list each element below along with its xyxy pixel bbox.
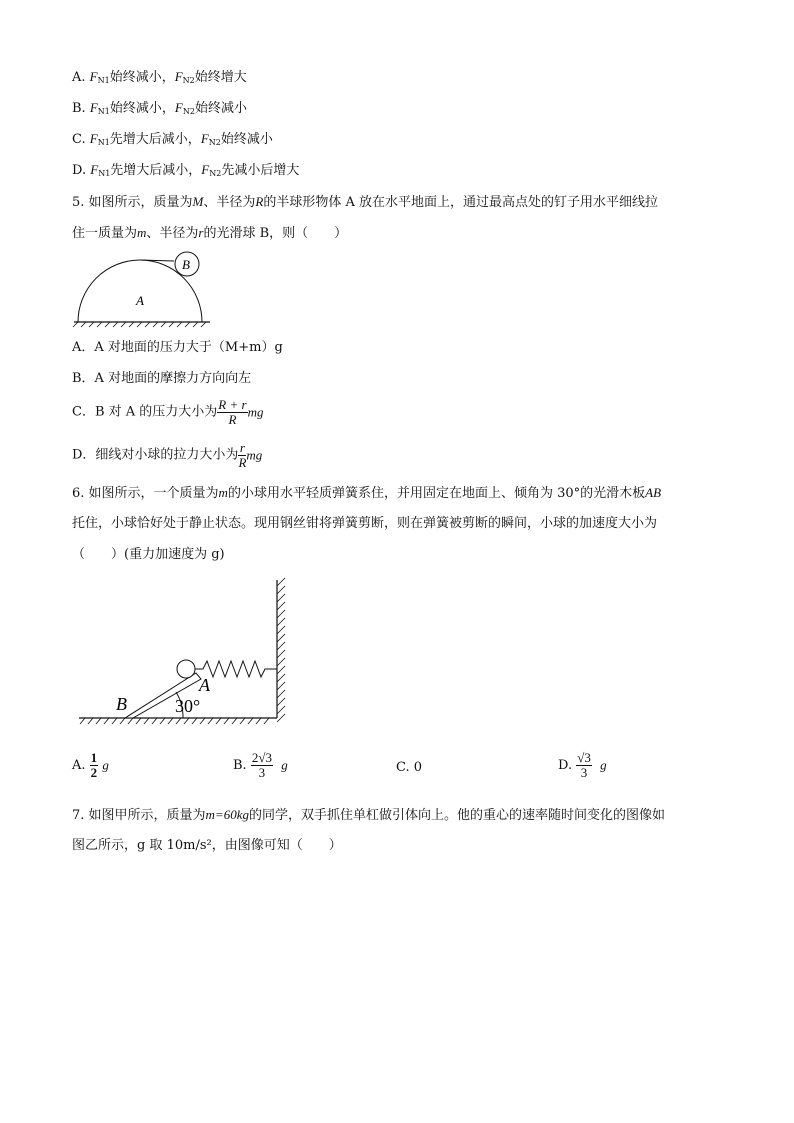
- q6-stem-line2: 托住，小球恰好处于静止状态。现用钢丝钳将弹簧剪断，则在弹簧被剪断的瞬间，小球的加速度大小为: [72, 516, 658, 531]
- q6-fig-label-a: A: [199, 675, 210, 695]
- q6-option-d[interactable]: D. $\frac{√3}{3}$ g: [558, 750, 607, 780]
- q5-option-d[interactable]: D．细线对小球的拉力大小为 $\frac{r}{R}$ mg: [72, 440, 263, 470]
- q5-fig-label-b: B: [182, 257, 190, 272]
- q5-figure: [70, 248, 220, 330]
- q6-option-a[interactable]: A. $\frac{1}{2}$ g: [72, 750, 109, 780]
- q6-option-c[interactable]: C. 0: [396, 760, 423, 775]
- q6-fig-angle: 30°: [175, 696, 201, 716]
- q5-option-c[interactable]: C．B 对 A 的压力大小为 $\frac{R + r}{R}$ mg: [72, 397, 264, 427]
- q4-option-b[interactable]: B. $F_{N1}$始终减小，$F_{N2}$始终减小: [72, 100, 247, 116]
- q7-stem-line1: 7. 如图甲所示，质量为m=60kg的同学，双手抓住单杠做引体向上。他的重心的速率随时间变化的图像如: [72, 807, 665, 823]
- q6-stem-line3: （ ）(重力加速度为 g): [72, 547, 225, 562]
- q6-figure: [75, 572, 295, 732]
- q6-option-b[interactable]: B. $\frac{2√3}{3}$ g: [233, 750, 288, 780]
- q4-option-d[interactable]: D. $F_{N1}$先增大后减小，$F_{N2}$先减小后增大: [72, 162, 300, 178]
- q4-option-a[interactable]: A. $F_{N1}$始终减小，$F_{N2}$始终增大: [72, 69, 247, 85]
- q6-fig-label-b: B: [116, 694, 127, 714]
- q4-option-c[interactable]: C. $F_{N1}$先增大后减小，$F_{N2}$始终减小: [72, 131, 273, 147]
- q6-stem-line1: 6. 如图所示，一个质量为m的小球用水平轻质弹簧系住，并用固定在地面上、倾角为 30°的光滑木板AB: [72, 485, 662, 501]
- q5-stem-line2: 住一质量为m、半径为r的光滑球 B，则（ ）: [72, 225, 348, 241]
- q7-stem-line2: 图乙所示，g 取 10m/s²，由图像可知（ ）: [72, 838, 342, 853]
- q5-option-b[interactable]: B．A 对地面的摩擦力方向向左: [72, 371, 252, 386]
- q5-option-a[interactable]: A．A 对地面的压力大于（M+m）g: [72, 340, 283, 355]
- q5-stem-line1: 5. 如图所示，质量为M、半径为R的半球形物体 A 放在水平地面上，通过最高点处的钉子用水平细线拉: [72, 194, 659, 210]
- q5-fig-label-a: A: [136, 293, 144, 308]
